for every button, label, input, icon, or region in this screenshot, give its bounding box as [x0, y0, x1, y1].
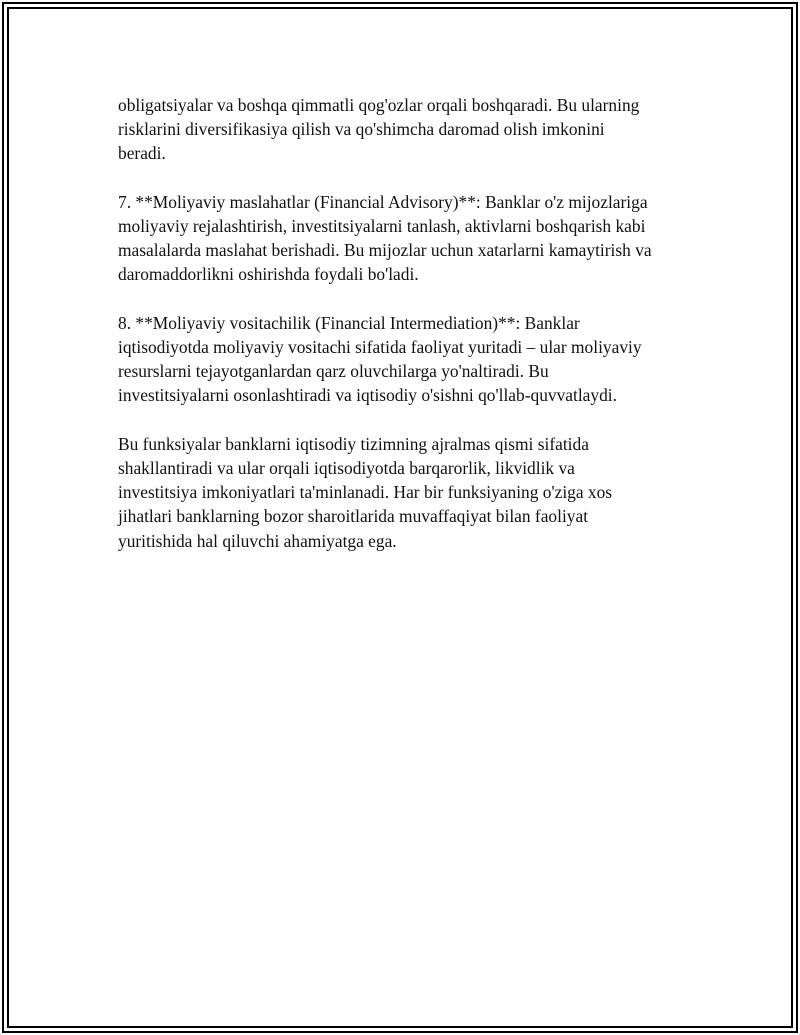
paragraph-conclusion — [118, 432, 708, 553]
text-line: investitsiya imkoniyatlari ta'minlanadi. Har bir funksiyaning o'ziga xos — [118, 482, 613, 503]
text-line: jihatlari banklarning bozor sharoitlarida muvaffaqiyat bilan faoliyat — [118, 506, 589, 527]
document-body — [118, 93, 708, 577]
text-line: risklarini diversifikasiya qilish va qo'shimcha daromad olish imkonini — [118, 119, 605, 140]
text-line: 8. **Moliyaviy vositachilik (Financial Intermediation)**: Banklar — [118, 312, 580, 333]
text-line: moliyaviy rejalashtirish, investitsiyalarni tanlash, aktivlarni boshqarish kabi — [118, 216, 646, 236]
text-line: shakllantiradi va ular orqali iqtisodiyotda barqarorlik, likvidlik va — [118, 458, 575, 478]
text-line: investitsiyalarni osonlashtiradi va iqtisodiy o'sishni qo'llab-quvvatlaydi. — [118, 385, 617, 406]
text-line: beradi. — [118, 143, 166, 164]
text-line: obligatsiyalar va boshqa qimmatli qog'ozlar orqali boshqaradi. Bu ularning — [118, 95, 640, 115]
text-line: Bu funksiyalar banklarni iqtisodiy tizimning ajralmas qismi sifatida — [118, 433, 589, 454]
paragraph-financial-intermediation — [118, 311, 708, 408]
text-line: masalalarda maslahat berishadi. Bu mijozlar uchun xatarlarni kamaytirish va — [118, 240, 652, 261]
text-line: 7. **Moliyaviy maslahatlar (Financial Advisory)**: Banklar o'z mijozlariga — [118, 191, 648, 212]
paragraph-investment-continuation — [118, 93, 708, 166]
text-line: daromaddorlikni oshirishda foydali bo'ladi. — [118, 264, 419, 285]
text-line: yuritishida hal qiluvchi ahamiyatga ega. — [118, 530, 397, 551]
text-line: iqtisodiyotda moliyaviy vositachi sifatida faoliyat yuritadi – ular moliyaviy — [118, 337, 642, 357]
text-line: resurslarni tejayotganlardan qarz oluvchilarga yo'naltiradi. Bu — [118, 361, 549, 382]
paragraph-financial-advisory — [118, 190, 708, 287]
